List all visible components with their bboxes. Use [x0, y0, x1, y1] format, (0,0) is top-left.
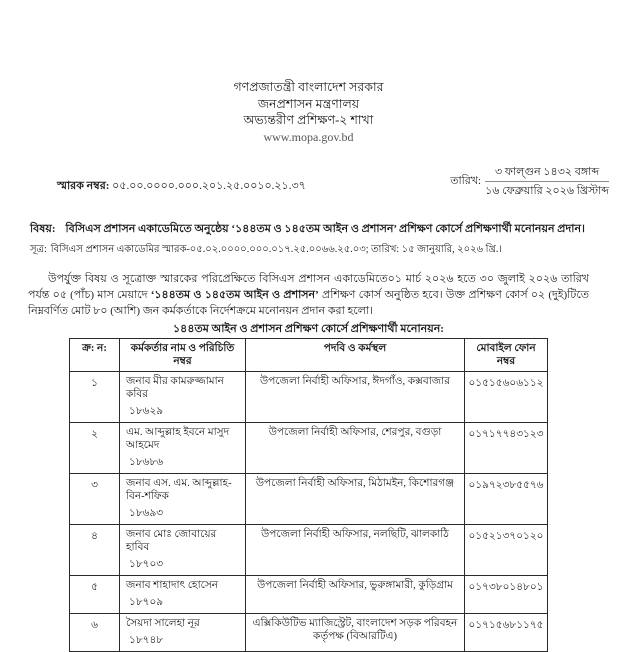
officer-id: ১৮৭৪৮ — [129, 635, 164, 646]
memo-number-line — [57, 177, 306, 198]
officer-id: ১৮৬৯৩ — [129, 508, 164, 519]
website-url: www.mopa.gov.bd — [263, 129, 354, 144]
subject-line — [30, 222, 587, 236]
cell-post: উপজেলা নির্বাহী অফিসার, ভুরুঙ্গামারী, কুড়িগ্রাম — [246, 576, 465, 614]
officer-name: সৈয়দা সালেহা নূর — [126, 618, 200, 629]
officer-id: ১৮৭০৩ — [129, 559, 164, 570]
cell-serial: ৩ — [70, 474, 120, 525]
table-row — [70, 423, 548, 474]
body-text-part1: উপর্যুক্ত বিষয় ও সূত্রোক্ত স্মারকের পরিপ্রেক্ষিতে বিসিএস প্রশাসন একাডেমিতে০১ মার্চ ২০২৬ হতে ৩০ জুলাই ২০২৬ তারিখ পর্যন্ত ০৫ (পাঁচ) মাস মেয়াদে — [28, 273, 589, 301]
cell-name — [120, 614, 246, 652]
officer-name: জনাব এস. এম. আব্দুল্লাহ-বিন-শফিক — [126, 478, 232, 502]
officer-name: এম. আব্দুল্লাহ ইবনে মাসুদ আহমেদ — [126, 427, 230, 451]
cell-mobile: ০১৫২১৩৭০১২০ — [465, 525, 548, 576]
date-block — [450, 165, 609, 198]
column-header-name: কর্মকর্তার নাম ও পরিচিতি নম্বর — [120, 339, 246, 372]
memo-number: ০৫.০০.০০০০.০০০.২০১.২৫.০০১০.২১.৩৭ — [112, 180, 306, 192]
officer-name: জনাব শাহাদাৎ হোসেন — [126, 580, 219, 591]
reference-line — [30, 243, 587, 256]
column-header-post: পদবি ও কর্মস্থল — [246, 339, 465, 372]
body-paragraph — [28, 271, 589, 319]
table-row — [70, 474, 548, 525]
cell-post: এক্সিকিউটিভ ম্যাজিস্ট্রেট, বাংলাদেশ সড়ক পরিবহন কর্তৃপক্ষ (বিআরটিএ) — [246, 614, 465, 652]
column-header-serial: ক্র: ন: — [70, 339, 120, 372]
subject-label: বিষয়: — [30, 223, 56, 235]
date-stack — [485, 165, 609, 198]
cell-name — [120, 474, 246, 525]
cell-mobile: ০১৭১৫৬৮১১৭৫ — [465, 614, 548, 652]
memo-date-row — [57, 165, 609, 198]
cell-mobile: ০১৯৭২৩৮৫৫৭৬ — [465, 474, 548, 525]
reference-label: সূত্র: — [30, 244, 47, 255]
subject-text: বিসিএস প্রশাসন একাডেমিতে অনুষ্ঠেয় ‘১৪৪তম ও ১৪৫তম আইন ও প্রশাসন’ প্রশিক্ষণ কোর্সে প্রশিক্ষণার্থী মনোনয়ন প্রদান। — [65, 223, 585, 235]
memo-number-label: স্মারক নম্বর: — [57, 180, 110, 192]
officer-id: ১৮৬২৯ — [129, 406, 164, 417]
table-row — [70, 614, 548, 652]
date-gregorian: ১৬ ফেব্রুয়ারি ২০২৬ খ্রিস্টাব্দ — [485, 185, 609, 197]
cell-post: উপজেলা নির্বাহী অফিসার, শেরপুর, বগুড়া — [246, 423, 465, 474]
letterhead — [0, 0, 617, 145]
reference-text: বিসিএস প্রশাসন একাডেমির স্মারক-০৫.০২.০০০০.০০০.০১৭.২৫.০০৬৬.২৫.০৩; তারিখ: ১৫ জানুয়ারি, ২০২৬ খ্রি.। — [50, 244, 502, 255]
cell-post: উপজেলা নির্বাহী অফিসার, মিঠামইন, কিশোরগঞ্জ — [246, 474, 465, 525]
cell-post: উপজেলা নির্বাহী অফিসার, ঈদগাঁও, কক্সবাজার — [246, 372, 465, 423]
branch-name: অভ্যন্তরীণ প্রশিক্ষণ-২ শাখা — [243, 113, 374, 127]
table-row — [70, 525, 548, 576]
cell-post: উপজেলা নির্বাহী অফিসার, নলছিটি, ঝালকাঠি — [246, 525, 465, 576]
cell-serial: ১ — [70, 372, 120, 423]
table-row — [70, 372, 548, 423]
nomination-table — [69, 338, 548, 652]
column-header-mobile: মোবাইল ফোন নম্বর — [465, 339, 548, 372]
officer-name: জনাব মীর কামরুজ্জামান কবির — [126, 376, 224, 400]
body-text-part2: প্রশিক্ষণ কোর্স অনুষ্ঠিত হবে। উক্ত প্রশিক্ষণ কোর্স ০২ (দুই)টিতে নিম্নবর্ণিত মোট ৮০ (আশি) জন কর্মকর্তাকে নির্দেশক্রমে মনোনয়ন প্রদান করা হলো। — [28, 289, 589, 317]
cell-mobile: ০১৫১৫৬০৬১১২ — [465, 372, 548, 423]
government-name: গণপ্রজাতন্ত্রী বাংলাদেশ সরকার — [233, 80, 384, 94]
officer-id: ১৮৬৮৬ — [129, 457, 164, 468]
cell-name — [120, 576, 246, 614]
body-text-bold: ‘১৪৪তম ও ১৪৫তম আইন ও প্রশাসন’ — [150, 289, 319, 301]
cell-mobile: ০১৭১৭৭৪৩১২৩ — [465, 423, 548, 474]
date-bangla: ৩ ফাল্গুন ১৪৩২ বঙ্গাব্দ — [485, 165, 609, 182]
cell-mobile: ০১৭৩৮০১৪৮০১ — [465, 576, 548, 614]
ministry-name: জনপ্রশাসন মন্ত্রণালয় — [257, 96, 360, 111]
officer-id: ১৮৭০৯ — [129, 597, 164, 608]
cell-serial: ৬ — [70, 614, 120, 652]
cell-name — [120, 525, 246, 576]
table-title: ১৪৪তম আইন ও প্রশাসন প্রশিক্ষণ কোর্সে প্রশিক্ষণার্থী মনোনয়ন: — [173, 323, 444, 335]
cell-serial: ৪ — [70, 525, 120, 576]
table-header-row — [70, 339, 548, 372]
cell-name — [120, 423, 246, 474]
date-label: তারিখ: — [450, 175, 482, 187]
cell-serial: ৫ — [70, 576, 120, 614]
officer-name: জনাব মোঃ জোবায়ের হাবিব — [126, 529, 217, 553]
table-row — [70, 576, 548, 614]
cell-serial: ২ — [70, 423, 120, 474]
cell-name — [120, 372, 246, 423]
